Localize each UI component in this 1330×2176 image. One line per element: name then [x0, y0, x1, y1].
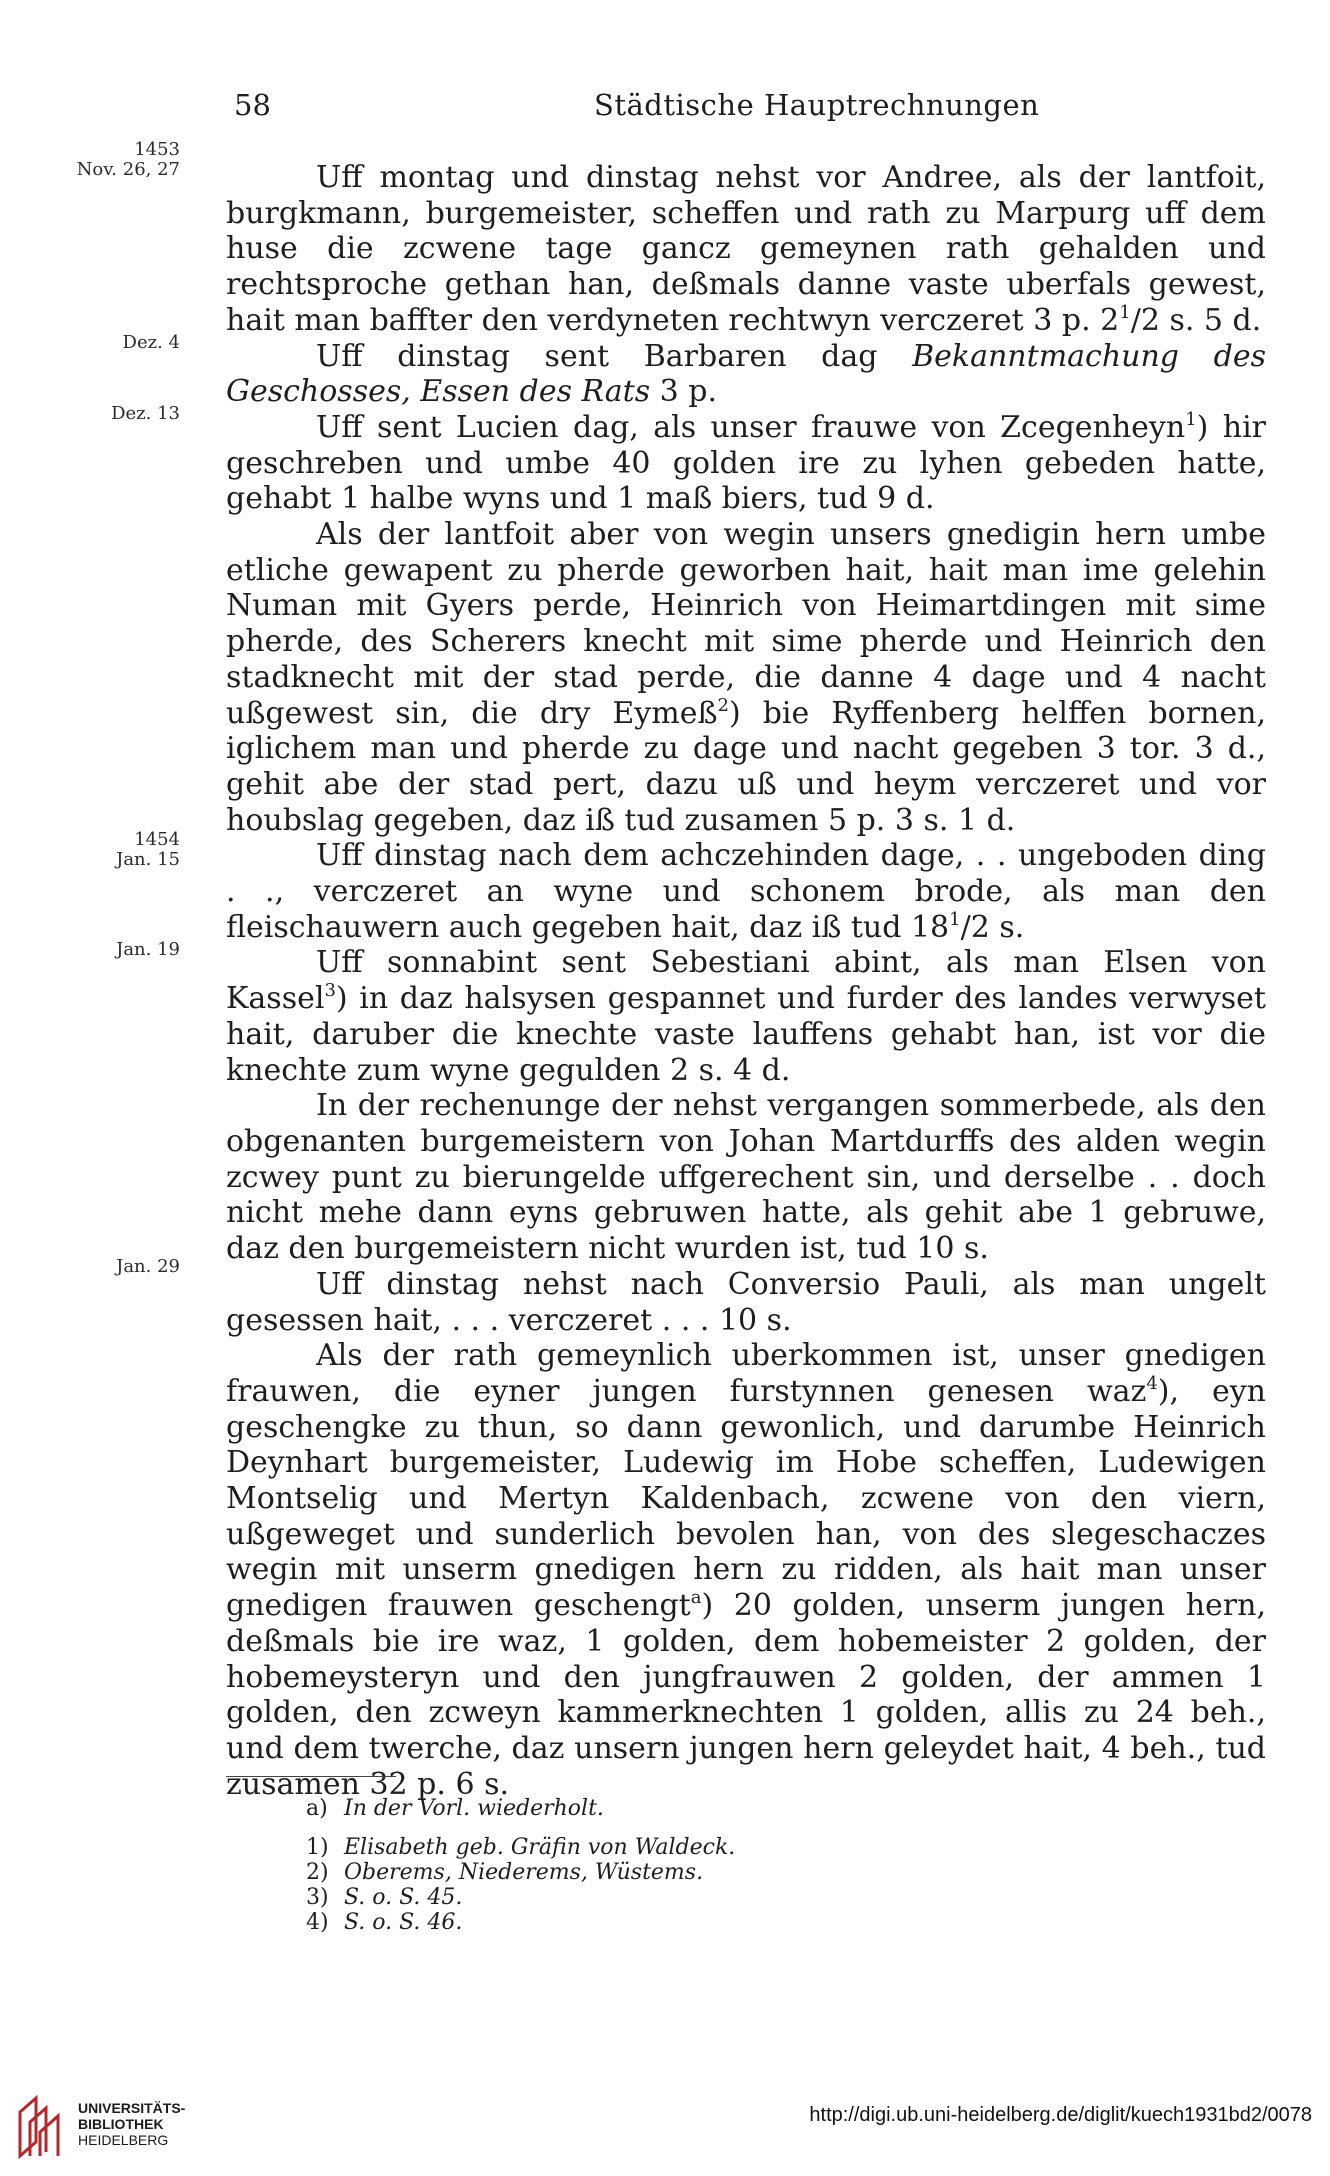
footnote-text: In der Vorl. wiederholt. [344, 1796, 604, 1821]
footnote-a [306, 1796, 1206, 1821]
paragraph-2 [226, 339, 1266, 410]
library-name-line-1: UNIVERSITÄTS- [78, 2100, 186, 2116]
paragraph-text: Als der lantfoit aber von wegin unsers gnedigin hern umbe etliche gewapent zu pherde geworben hait, hait man ime gelehin Numan mit Gyers perde, Heinrich von Heimartdingen mit sime pherde, des Scherers knecht mit sime pherde und Heinrich den stadknecht mit der stad perde, die danne 4 dage und 4 nacht ußgewest sin, die dry Eymeß [226, 517, 1266, 731]
paragraph-text: ) in daz halsysen gespannet und furder des landes verwyset hait, daruber die knechte vaste lauffens gehabt han, ist vor die knechte zum wyne gegulden 2 s. 4 d. [226, 981, 1266, 1088]
footnote-ref: 4 [1146, 1372, 1158, 1394]
paragraph-text: Uff dinstag nach dem achczehinden dage, . . ungeboden ding . ., verczeret an wyne und schonem brode, als man den fleischauwern auch gegeben hait, daz iß tud 18 [226, 838, 1266, 945]
paragraph-text: Uff montag und dinstag nehst vor Andree, als der lantfoit, burgkmann, burgemeister, scheffen und rath zu Marpurg uff dem huse die zcwene tage gancz gemeynen rath gehalden und rechtsproche gethan han, deßmals danne vaste uberfals gewest, hait man baffter den verdyneten rechtwyn verczeret 3 p. 2 [226, 160, 1266, 338]
paragraph-4 [226, 517, 1266, 838]
margin-date: Dez. 13 [111, 403, 180, 424]
footnote-4 [306, 1910, 1206, 1935]
page-header [226, 88, 1266, 128]
footnote-mark: a) [306, 1796, 328, 1821]
footnote-divider [226, 1776, 396, 1777]
footnote-ref: a [690, 1587, 702, 1609]
footnote-ref: 1 [1185, 408, 1197, 430]
footnote-text: Oberems, Niederems, Wüstems. [344, 1860, 704, 1885]
footnote-text: S. o. S. 45. [344, 1885, 463, 1910]
footnote-2 [306, 1860, 1206, 1885]
margin-date: Jan. 29 [116, 1256, 180, 1277]
paragraph-text: ), eyn geschengke zu thun, so dann gewonlich, und darumbe Heinrich Deynhart burgemeister, Ludewig im Hobe scheffen, Ludewigen Montselig und Mertyn Kaldenbach, zcwene von den viern, ußgeweget und sunderlich bevolen han, von des slegeschaczes wegin mit unserm gnedigen hern zu ridden, als hait man unser gnedigen frauwen geschengt [226, 1373, 1266, 1624]
fraction-numerator: 1 [1119, 301, 1131, 323]
margin-date: Dez. 4 [122, 332, 180, 353]
footnote-text: S. o. S. 46. [344, 1910, 463, 1935]
library-logo-icon [14, 2094, 64, 2160]
editorial-italic: Bekanntmachung des Geschosses, Essen des Rats [226, 338, 1266, 410]
page-number: 58 [234, 88, 271, 122]
library-footer [0, 2090, 1330, 2176]
footnote-1 [306, 1835, 1206, 1860]
paragraph-text: ) 20 golden, unserm jungen hern, deßmals bie ire waz, 1 golden, dem hobemeister 2 golden, der hobemeysteryn und den jungfrauwen 2 golden, der ammen 1 golden, den zcweyn kammerknechten 1 golden, allis zu 24 beh., und dem twerche, daz unsern jungen hern geleydet hait, 4 beh., tud zusamen 32 p. 6 s. [226, 1588, 1266, 1802]
paragraph-7 [226, 1088, 1266, 1267]
footnotes [306, 1796, 1206, 1935]
paragraph-text: ) bie Ryffenberg helffen bornen, iglichem man und pherde zu dage und nacht gegeben 3 tor. 3 d., gehit abe der stad pert, dazu uß und heym verczeret und vor houbslag gegeben, daz iß tud zusamen 5 p. 3 s. 1 d. [226, 695, 1266, 838]
margin-note-dez-4 [70, 333, 180, 353]
paragraph-text: Uff sent Lucien dag, als unser frauwe von Zcegenheyn [316, 409, 1186, 445]
fraction-denominator: /2 [1130, 302, 1160, 338]
paragraph-text: Uff dinstag nehst nach Conversio Pauli, als man ungelt gesessen hait, . . . verczeret . . . 10 s. [226, 1266, 1266, 1338]
paragraph-text: s. 5 d. [1159, 302, 1262, 338]
footnote-ref: 2 [717, 694, 729, 716]
paragraph-3 [226, 410, 1266, 517]
library-name-line-2: BIBLIOTHEK [78, 2116, 164, 2132]
footnote-mark: 1) [306, 1835, 329, 1860]
footnote-ref: 3 [324, 980, 336, 1002]
margin-date: Nov. 26, 27 [76, 159, 180, 180]
source-url-link[interactable]: http://digi.ub.uni-heidelberg.de/diglit/kuech1931bd2/0078 [809, 2104, 1312, 2126]
paragraph-text: Uff sonnabint sent Sebestiani abint, als man Elsen von Kassel [226, 945, 1266, 1017]
footnote-mark: 3) [306, 1885, 329, 1910]
margin-date: Jan. 15 [116, 849, 180, 870]
paragraph-text: ) hir geschreben und umbe 40 golden ire zu lyhen gebeden hatte, gehabt 1 halbe wyns und 1 maß biers, tud 9 d. [226, 409, 1267, 517]
footnote-mark: 2) [306, 1860, 329, 1885]
paragraph-text: Uff dinstag sent Barbaren dag [316, 338, 913, 374]
paragraph-8 [226, 1267, 1266, 1338]
library-logo-strokes [20, 2098, 58, 2156]
paragraph-text: s. [989, 909, 1025, 945]
margin-date: Jan. 19 [116, 939, 180, 960]
paragraph-text: In der rechenunge der nehst vergangen sommerbede, als den obgenanten burgemeistern von Johan Martdurffs des alden wegin zcwey punt zu bierungelde uffgerechent sin, und derselbe . . doch nicht mehe dann eyns gebruwen hatte, als gehit abe 1 gebruwe, daz den burgemeistern nicht wurden ist, tud 10 s. [226, 1088, 1266, 1267]
margin-note-jan-29 [70, 1257, 180, 1277]
margin-year: 1454 [134, 829, 180, 850]
paragraph-6 [226, 945, 1266, 1088]
footnote-3 [306, 1885, 1206, 1910]
paragraph-text: Als der rath gemeynlich uberkommen ist, unser gnedigen frauwen, die eyner jungen furstynnen genesen waz [226, 1338, 1266, 1409]
running-title: Städtische Hauptrechnungen [594, 88, 1040, 122]
footnote-mark: 4) [306, 1910, 329, 1935]
margin-note-jan-15 [70, 830, 180, 870]
footnote-text: Elisabeth geb. Gräfin von Waldeck. [344, 1835, 736, 1860]
library-name [78, 2100, 185, 2148]
paragraph-1 [226, 160, 1266, 339]
margin-note-nov-26-27 [70, 140, 180, 180]
paragraph-9 [226, 1338, 1266, 1802]
body-text [226, 160, 1266, 1802]
paragraph-5 [226, 838, 1266, 945]
margin-year: 1453 [134, 139, 180, 160]
fraction-numerator: 1 [949, 908, 961, 930]
library-name-line-3: HEIDELBERG [78, 2132, 169, 2148]
paragraph-text: 3 p. [650, 374, 718, 410]
margin-note-jan-19 [70, 940, 180, 960]
fraction-denominator: /2 [960, 909, 990, 945]
margin-note-dez-13 [70, 404, 180, 424]
